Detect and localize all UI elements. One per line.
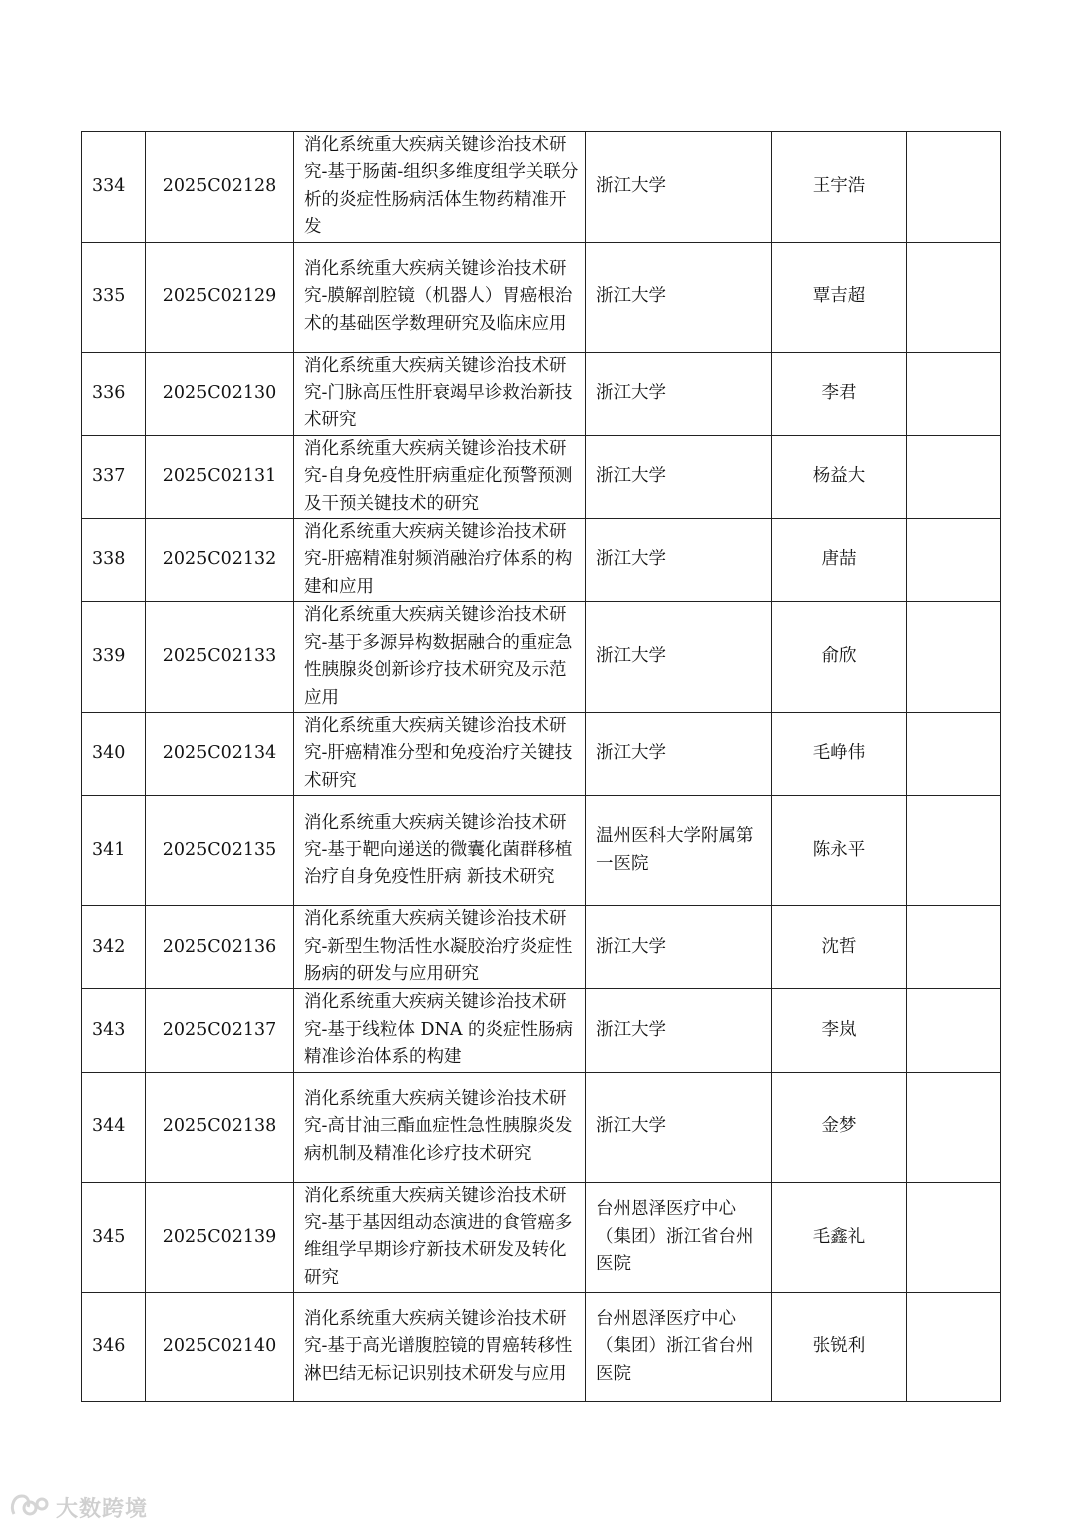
project-code-cell: 2025C02129 <box>146 242 294 352</box>
institution-cell: 浙江大学 <box>586 352 772 435</box>
project-name-cell: 消化系统重大疾病关键诊治技术研究-基于线粒体 DNA 的炎症性肠病精准诊治体系的构建 <box>294 989 586 1072</box>
row-number-cell: 335 <box>82 242 146 352</box>
project-name-cell: 消化系统重大疾病关键诊治技术研究-肝癌精准分型和免疫治疗关键技术研究 <box>294 712 586 795</box>
project-name-cell: 消化系统重大疾病关键诊治技术研究-基于靶向递送的微囊化菌群移植治疗自身免疫性肝病 新技术研究 <box>294 796 586 906</box>
note-cell <box>907 435 1001 518</box>
note-cell <box>907 1072 1001 1182</box>
note-cell <box>907 132 1001 243</box>
table-row <box>82 796 1001 906</box>
institution-cell: 浙江大学 <box>586 132 772 243</box>
row-number-cell: 339 <box>82 602 146 713</box>
project-code-cell: 2025C02131 <box>146 435 294 518</box>
project-code-cell: 2025C02133 <box>146 602 294 713</box>
watermark <box>8 1490 148 1524</box>
leader-cell: 覃吉超 <box>772 242 907 352</box>
leader-cell: 俞欣 <box>772 602 907 713</box>
project-name-cell: 消化系统重大疾病关键诊治技术研究-自身免疫性肝病重症化预警预测及干预关键技术的研究 <box>294 435 586 518</box>
table-row <box>82 1072 1001 1182</box>
leader-cell: 唐喆 <box>772 519 907 602</box>
institution-cell: 浙江大学 <box>586 906 772 989</box>
table-row <box>82 519 1001 602</box>
row-number-cell: 345 <box>82 1182 146 1293</box>
table-row <box>82 1182 1001 1293</box>
leader-cell: 李岚 <box>772 989 907 1072</box>
table-body <box>82 132 1001 1402</box>
project-code-cell: 2025C02134 <box>146 712 294 795</box>
institution-cell: 浙江大学 <box>586 435 772 518</box>
table-row <box>82 1293 1001 1402</box>
project-code-cell: 2025C02139 <box>146 1182 294 1293</box>
note-cell <box>907 712 1001 795</box>
institution-cell: 台州恩泽医疗中心（集团）浙江省台州医院 <box>586 1293 772 1402</box>
project-name-cell: 消化系统重大疾病关键诊治技术研究-基于肠菌-组织多维度组学关联分析的炎症性肠病活体生物药精准开发 <box>294 132 586 243</box>
note-cell <box>907 906 1001 989</box>
table-row <box>82 132 1001 243</box>
row-number-cell: 334 <box>82 132 146 243</box>
leader-cell: 沈哲 <box>772 906 907 989</box>
leader-cell: 王宇浩 <box>772 132 907 243</box>
note-cell <box>907 989 1001 1072</box>
row-number-cell: 337 <box>82 435 146 518</box>
project-name-cell: 消化系统重大疾病关键诊治技术研究-新型生物活性水凝胶治疗炎症性肠病的研发与应用研究 <box>294 906 586 989</box>
project-code-cell: 2025C02132 <box>146 519 294 602</box>
leader-cell: 毛峥伟 <box>772 712 907 795</box>
watermark-logo-icon <box>8 1492 50 1522</box>
project-code-cell: 2025C02130 <box>146 352 294 435</box>
table-row <box>82 242 1001 352</box>
note-cell <box>907 352 1001 435</box>
leader-cell: 陈永平 <box>772 796 907 906</box>
institution-cell: 浙江大学 <box>586 602 772 713</box>
table-row <box>82 906 1001 989</box>
project-list-table <box>81 131 1001 1402</box>
table-row <box>82 989 1001 1072</box>
project-name-cell: 消化系统重大疾病关键诊治技术研究-肝癌精准射频消融治疗体系的构建和应用 <box>294 519 586 602</box>
institution-cell: 浙江大学 <box>586 242 772 352</box>
leader-cell: 李君 <box>772 352 907 435</box>
project-code-cell: 2025C02136 <box>146 906 294 989</box>
leader-cell: 张锐利 <box>772 1293 907 1402</box>
row-number-cell: 343 <box>82 989 146 1072</box>
row-number-cell: 336 <box>82 352 146 435</box>
project-code-cell: 2025C02140 <box>146 1293 294 1402</box>
table-row <box>82 352 1001 435</box>
row-number-cell: 340 <box>82 712 146 795</box>
project-name-cell: 消化系统重大疾病关键诊治技术研究-基于基因组动态演进的食管癌多维组学早期诊疗新技术研发及转化研究 <box>294 1182 586 1293</box>
table-row <box>82 602 1001 713</box>
table-row <box>82 435 1001 518</box>
institution-cell: 浙江大学 <box>586 1072 772 1182</box>
project-name-cell: 消化系统重大疾病关键诊治技术研究-基于高光谱腹腔镜的胃癌转移性淋巴结无标记识别技术研发与应用 <box>294 1293 586 1402</box>
project-code-cell: 2025C02137 <box>146 989 294 1072</box>
row-number-cell: 344 <box>82 1072 146 1182</box>
project-name-cell: 消化系统重大疾病关键诊治技术研究-基于多源异构数据融合的重症急性胰腺炎创新诊疗技术研究及示范应用 <box>294 602 586 713</box>
leader-cell: 杨益大 <box>772 435 907 518</box>
note-cell <box>907 796 1001 906</box>
institution-cell: 浙江大学 <box>586 989 772 1072</box>
note-cell <box>907 1293 1001 1402</box>
institution-cell: 浙江大学 <box>586 712 772 795</box>
note-cell <box>907 519 1001 602</box>
note-cell <box>907 602 1001 713</box>
row-number-cell: 342 <box>82 906 146 989</box>
project-code-cell: 2025C02138 <box>146 1072 294 1182</box>
project-name-cell: 消化系统重大疾病关键诊治技术研究-高甘油三酯血症性急性胰腺炎发病机制及精准化诊疗技术研究 <box>294 1072 586 1182</box>
project-code-cell: 2025C02128 <box>146 132 294 243</box>
project-name-cell: 消化系统重大疾病关键诊治技术研究-膜解剖腔镜（机器人）胃癌根治术的基础医学数理研究及临床应用 <box>294 242 586 352</box>
leader-cell: 毛鑫礼 <box>772 1182 907 1293</box>
row-number-cell: 341 <box>82 796 146 906</box>
note-cell <box>907 1182 1001 1293</box>
table-row <box>82 712 1001 795</box>
row-number-cell: 346 <box>82 1293 146 1402</box>
row-number-cell: 338 <box>82 519 146 602</box>
institution-cell: 台州恩泽医疗中心（集团）浙江省台州医院 <box>586 1182 772 1293</box>
watermark-text: 大数跨境 <box>56 1496 149 1522</box>
project-name-cell: 消化系统重大疾病关键诊治技术研究-门脉高压性肝衰竭早诊救治新技术研究 <box>294 352 586 435</box>
leader-cell: 金梦 <box>772 1072 907 1182</box>
note-cell <box>907 242 1001 352</box>
institution-cell: 浙江大学 <box>586 519 772 602</box>
project-code-cell: 2025C02135 <box>146 796 294 906</box>
institution-cell: 温州医科大学附属第一医院 <box>586 796 772 906</box>
